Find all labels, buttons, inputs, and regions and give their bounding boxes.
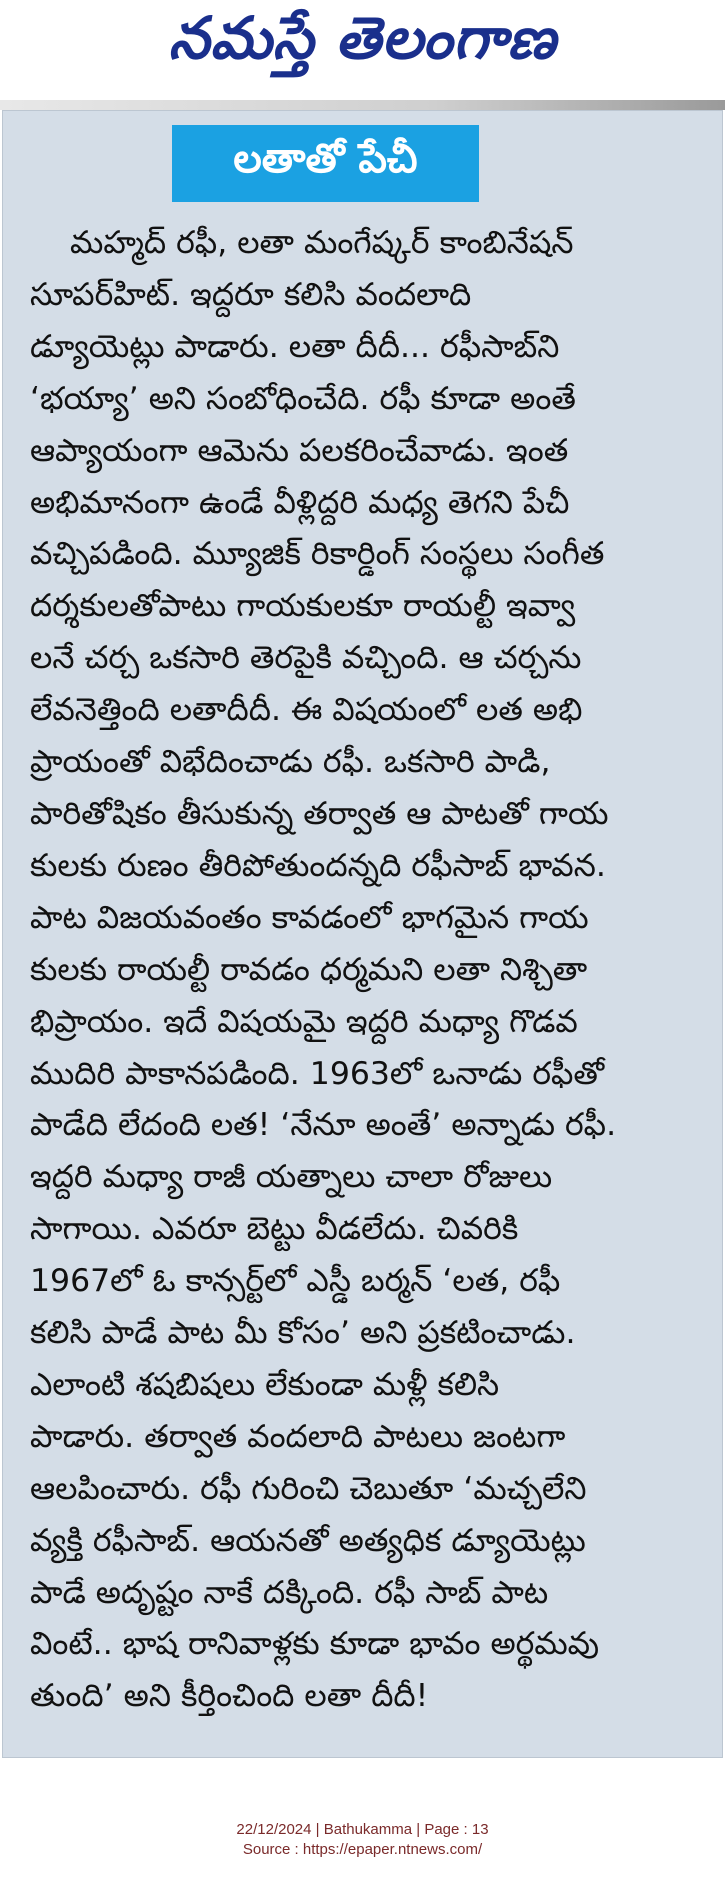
article-line: సాగాయి. ఎవరూ బెట్టు వీడలేదు. చివరికి (30, 1211, 519, 1248)
article-line: వచ్చిపడింది. మ్యూజిక్ రికార్డింగ్ సంస్థలు సంగీత (30, 536, 605, 573)
masthead (0, 0, 725, 100)
article-line: వింటే.. భాష రానివాళ్లకు కూడా భావం అర్థమవు (30, 1626, 600, 1663)
article-line: పాట విజయవంతం కావడంలో భాగమైన గాయ (30, 899, 589, 936)
article-line: లనే చర్చ ఒకసారి తెరపైకి వచ్చింది. ఆ చర్చను (30, 640, 582, 677)
masthead-rule (0, 100, 725, 110)
page-footer (0, 1820, 725, 1860)
article-line: ఆలపించారు. రఫీ గురించి చెబుతూ ‘మచ్చలేని (30, 1470, 587, 1507)
article-line: కలిసి పాడే పాట మీ కోసం’ అని ప్రకటించాడు. (30, 1315, 576, 1352)
article-body (30, 218, 700, 1723)
article-line: వ్యక్తి రఫీసాబ్. ఆయనతో అత్యధిక డ్యూయెట్లు (30, 1522, 586, 1559)
article-line: కులకు రాయల్టీ రావడం ధర్మమని లతా నిశ్చితా (30, 951, 588, 988)
article-line: తుంది’ అని కీర్తించింది లతా దీదీ! (30, 1678, 429, 1715)
article-line: లేవనెత్తింది లతాదీదీ. ఈ విషయంలో లత అభి (30, 692, 583, 729)
article-line: ‘భయ్యా’ అని సంబోధించేది. రఫీ కూడా అంతే (30, 380, 576, 417)
article-line: అభిమానంగా ఉండే వీళ్లిద్దరి మధ్య తెగని పేచీ (30, 484, 570, 521)
article-line: కులకు రుణం తీరిపోతుందన్నది రఫీసాబ్ భావన. (30, 847, 606, 884)
article-line: మహ్మద్ రఫీ, లతా మంగేష్కర్ కాంబినేషన్ (70, 225, 574, 261)
article-line: పారితోషికం తీసుకున్న తర్వాత ఆ పాటతో గాయ (30, 795, 609, 832)
footer-source: Source : https://epaper.ntnews.com/ (242, 1841, 483, 1858)
article-line: భిప్రాయం. ఇదే విషయమై ఇద్దరి మధ్యా గొడవ (30, 1003, 578, 1040)
article-line: డ్యూయెట్లు పాడారు. లతా దీదీ... రఫీసాబ్‌ని (30, 328, 560, 365)
article-line: పాడేది లేదంది లత! ‘నేనూ అంతే’ అన్నాడు రఫీ. (30, 1107, 617, 1144)
footer-edition-info: 22/12/2024 | Bathukamma | Page : 13 (236, 1821, 489, 1838)
article-line: ప్రాయంతో విభేదించాడు రఫీ. ఒకసారి పాడి, (30, 744, 551, 781)
article-line: పాడారు. తర్వాత వందలాది పాటలు జంటగా (30, 1418, 566, 1455)
article-line: ముదిరి పాకానపడింది. 1963లో ఒనాడు రఫీతో (30, 1055, 605, 1092)
article-line: ఎలాంటి శషబిషలు లేకుండా మళ్లీ కలిసి (30, 1366, 500, 1403)
article-line: పాడే అదృష్టం నాకే దక్కింది. రఫీ సాబ్ పాట (30, 1574, 549, 1611)
newspaper-logo: నమస్తే తెలంగాణ (168, 4, 557, 72)
article-line: సూపర్‌హిట్. ఇద్దరూ కలిసి వందలాది (30, 276, 472, 313)
article-line: 1967లో ఓ కాన్సర్ట్‌లో ఎస్డీ బర్మన్ ‘లత, రఫీ (30, 1263, 561, 1300)
article-line: ఇద్దరి మధ్యా రాజీ యత్నాలు చాలా రోజులు (30, 1159, 553, 1196)
article-line: ఆప్యాయంగా ఆమెను పలకరించేవాడు. ఇంత (30, 432, 569, 469)
article-heading-box (172, 125, 479, 202)
article-line: దర్శకులతోపాటు గాయకులకూ రాయల్టీ ఇవ్వా (30, 588, 576, 625)
article-heading: లతాతో పేచీ (233, 135, 418, 182)
